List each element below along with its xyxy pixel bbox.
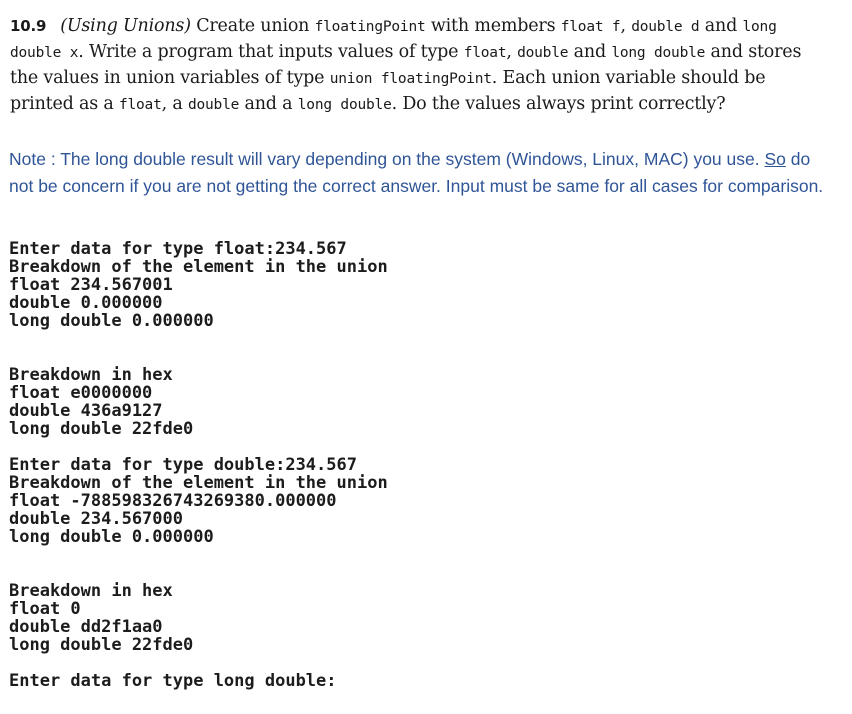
code-term: double d: [631, 19, 700, 35]
console-line: long double 0.000000: [9, 311, 214, 331]
statement-text: ,: [620, 16, 632, 36]
statement-text: , a: [161, 94, 188, 114]
console-line: float e0000000: [9, 383, 153, 403]
console-line: Enter data for type long double:: [9, 671, 337, 691]
statement-text: . Write a program that inputs values of type: [78, 42, 464, 62]
console-line: long double 22fde0: [9, 419, 194, 439]
exercise-statement: [10, 14, 825, 118]
code-term: float: [118, 97, 162, 113]
console-line: Enter data for type float:234.567: [9, 239, 347, 259]
statement-text: with members: [425, 16, 561, 36]
code-term: double: [187, 97, 240, 113]
statement-text: and a: [239, 94, 298, 114]
console-line: Breakdown of the element in the union: [9, 473, 388, 493]
console-line: double 234.567000: [9, 509, 183, 529]
code-term: float: [463, 45, 507, 61]
console-line: long double 22fde0: [9, 635, 194, 655]
exercise-topic: (Using Unions): [60, 16, 191, 36]
note-text-end: do not be concern if you are not getting the correct answer. Input must be same for all cases for comparison.: [9, 149, 824, 196]
console-line: float 234.567001: [9, 275, 173, 295]
console-blank-line: [9, 330, 839, 366]
note-link[interactable]: So: [764, 149, 786, 169]
console-line: double 0.000000: [9, 293, 163, 313]
console-line: Enter data for type double:234.567: [9, 455, 357, 475]
statement-text: and: [568, 42, 612, 62]
console-line: double 436a9127: [9, 401, 163, 421]
console-line: Breakdown of the element in the union: [9, 257, 388, 277]
code-term: long double: [611, 45, 706, 61]
statement-text: ,: [506, 42, 518, 62]
console-output: [9, 240, 839, 690]
statement-text: . Each union variable should be printed as a: [10, 68, 766, 114]
code-term: long double: [297, 97, 392, 113]
code-term: float f: [560, 19, 621, 35]
console-line: long double 0.000000: [9, 527, 214, 547]
code-term: union floatingPoint: [329, 71, 492, 87]
code-term: floatingPoint: [314, 19, 426, 35]
statement-text: . Do the values always print correctly?: [391, 94, 726, 114]
console-blank-line: [9, 654, 839, 672]
console-line: double dd2f1aa0: [9, 617, 163, 637]
console-line: Breakdown in hex: [9, 365, 173, 385]
console-line: Breakdown in hex: [9, 581, 173, 601]
statement-text: and stores the values in union variables of type: [10, 42, 802, 88]
console-blank-line: [9, 438, 839, 456]
note-text-start: Note : The long double result will vary depending on the system (Windows, Linux, MAC) you use.: [9, 149, 765, 169]
statement-text: and: [699, 16, 743, 36]
code-term: double: [517, 45, 569, 61]
exercise-number: 10.9: [10, 17, 47, 35]
console-blank-line: [9, 546, 839, 582]
note-paragraph: [9, 146, 829, 199]
console-line: float 0: [9, 599, 81, 619]
console-line: float -788598326743269380.000000: [9, 491, 337, 511]
statement-text: Create union: [190, 16, 315, 36]
code-term: long double x: [10, 19, 777, 61]
